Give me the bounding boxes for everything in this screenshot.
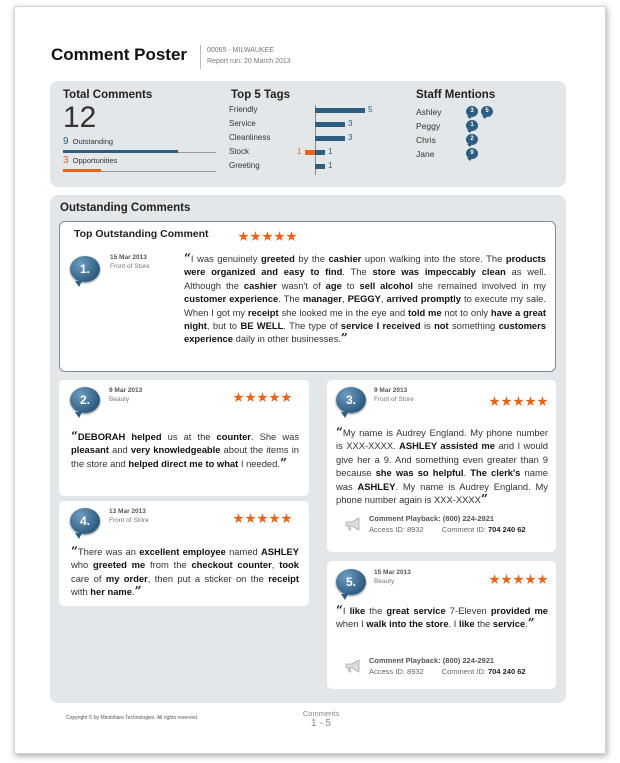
megaphone-icon [344, 659, 362, 673]
star-icon [537, 396, 548, 407]
open-quote-mark: “ [336, 425, 343, 439]
star-icon [233, 513, 244, 524]
comment-id-label: Comment ID: [441, 667, 486, 676]
tag-label: Cleanliness [229, 133, 271, 142]
comment-rating [233, 513, 293, 524]
comment-date: 13 Mar 2013 [109, 508, 146, 515]
comment-number-bubble: 3. [336, 387, 366, 413]
star-icon [513, 574, 524, 585]
opportunities-label: Opportunities [72, 156, 118, 165]
tag-positive-value: 5 [368, 105, 373, 114]
opportunities-count: 3 [63, 155, 69, 166]
top-tags-heading: Top 5 Tags [231, 89, 290, 101]
comment-date: 9 Mar 2013 [374, 387, 408, 394]
comment-rating [489, 396, 549, 407]
header-divider [200, 45, 201, 69]
footer-section: Comments [302, 709, 340, 718]
report-page [14, 6, 606, 754]
staff-row [416, 148, 556, 162]
star-icon [537, 574, 548, 585]
staff-row [416, 134, 556, 148]
tag-positive-value: 1 [328, 147, 333, 156]
comment-quote: “DEBORAH helped us at the counter. She was pleasant and very knowledgeable about the items in the store and helped direct me to what I needed.” [71, 429, 300, 470]
star-icon [262, 231, 273, 242]
outstanding-panel [50, 195, 566, 703]
page-title: Comment Poster [51, 45, 188, 64]
comment-number-bubble: 5. [336, 569, 366, 595]
tag-label: Friendly [229, 105, 258, 114]
comment-id: 704 240 62 [488, 525, 526, 534]
access-id-label: Access ID: [369, 525, 405, 534]
top-comment-card [59, 221, 556, 372]
opportunities-stat [63, 155, 117, 166]
tag-row [229, 161, 394, 173]
comment-quote: “I like the great service 7-Eleven provided me when I walk into the store. I like the service.” [336, 603, 549, 631]
header-meta [207, 45, 291, 67]
mention-count-bubble: 3 [466, 106, 478, 117]
outstanding-label: Outstanding [72, 137, 114, 146]
outstanding-bar [63, 150, 178, 153]
star-icon [274, 231, 285, 242]
star-icon [245, 392, 256, 403]
comment-number-bubble: 2. [70, 387, 100, 413]
comment-date: 15 Mar 2013 [374, 569, 411, 576]
tag-row [229, 147, 394, 159]
footer-copyright: Copyright © by Mindshare Technologies. All rights reserved. [66, 715, 199, 721]
footer-page-info [285, 709, 357, 729]
comment-category: Front of Store [109, 517, 149, 524]
outstanding-heading: Outstanding Comments [60, 202, 191, 214]
mention-count-bubble: 2 [466, 134, 478, 145]
comment-quote: “There was an excellent employee named ASHLEY who greeted me from the checkout counter, took care of my order, then put a sticker on the receipt with her name.” [71, 544, 300, 599]
close-quote-mark: ” [279, 455, 287, 470]
megaphone-icon [344, 517, 362, 531]
playback-number: Comment Playback: (800) 224-2921 [369, 656, 495, 665]
comment-number-bubble: 4. [70, 508, 100, 534]
star-icon [281, 392, 292, 403]
tag-label: Stock [229, 147, 250, 156]
star-icon [269, 513, 280, 524]
comment-category: Beauty [109, 396, 130, 403]
access-id: 8932 [406, 525, 424, 534]
comment-category: Front of Store [374, 396, 414, 403]
comment-quote: “My name is Audrey England. My phone number is XXX-XXXX. ASHLEY assisted me and I would give her a 9. And something even greater than 9 because she was so helpful. The clerk's name was ASHLEY. My name is Audrey England. My phone number again is XXX-XXXX” [336, 425, 548, 507]
tag-positive-bar [315, 122, 345, 127]
tag-positive-bar [315, 108, 365, 113]
star-icon [513, 396, 524, 407]
footer-range: 1 - 5 [310, 718, 331, 729]
tag-positive-bar [315, 164, 325, 169]
top-comment-title: Top Outstanding Comment [74, 228, 209, 240]
mention-count-bubble: 5 [481, 106, 493, 117]
comment-playback [369, 655, 526, 677]
comment-card [59, 380, 309, 496]
tag-row [229, 133, 394, 145]
tag-positive-value: 1 [328, 161, 333, 170]
comment-id: 704 240 62 [488, 667, 526, 676]
outstanding-count: 9 [63, 136, 69, 147]
open-quote-mark: “ [336, 603, 343, 617]
access-id-label: Access ID: [369, 667, 405, 676]
tag-negative-value: 1 [297, 147, 302, 156]
access-id: 8932 [406, 667, 424, 676]
star-icon [501, 396, 512, 407]
comment-rating [489, 574, 549, 585]
tag-label: Service [229, 119, 256, 128]
top-tags-chart [229, 105, 394, 175]
comment-date: 15 Mar 2013 [110, 254, 147, 261]
mention-count-bubble: 9 [466, 148, 478, 159]
tag-label: Greeting [229, 161, 260, 170]
open-quote-mark: “ [71, 544, 78, 558]
playback-number: Comment Playback: (800) 224-2921 [369, 514, 495, 523]
star-icon [250, 231, 261, 242]
tag-row [229, 119, 394, 131]
staff-name: Chris [416, 135, 436, 145]
total-comments-heading: Total Comments [63, 89, 153, 101]
star-icon [525, 574, 536, 585]
tag-row [229, 105, 394, 117]
report-run-date: Report run: 20 March 2013 [207, 58, 291, 65]
store-location: 00065 - MILWAUKEE [207, 47, 274, 54]
star-icon [489, 396, 500, 407]
star-icon [245, 513, 256, 524]
mention-count-bubble: 1 [466, 120, 478, 131]
star-icon [281, 513, 292, 524]
staff-name: Peggy [416, 121, 441, 131]
staff-name: Jane [416, 149, 435, 159]
comment-category: Front of Store [110, 263, 150, 270]
comment-rating [233, 392, 293, 403]
star-icon [489, 574, 500, 585]
close-quote-mark: ” [480, 492, 488, 507]
star-icon [286, 231, 297, 242]
staff-row [416, 106, 556, 120]
staff-row [416, 120, 556, 134]
close-quote-mark: ” [134, 584, 142, 599]
comment-date: 9 Mar 2013 [109, 387, 143, 394]
comment-card [327, 561, 556, 689]
open-quote-mark: “ [184, 251, 191, 265]
close-quote-mark: ” [340, 331, 348, 346]
star-icon [257, 513, 268, 524]
star-icon [501, 574, 512, 585]
tag-negative-bar [305, 150, 315, 155]
summary-panel [50, 81, 566, 187]
staff-name: Ashley [416, 107, 442, 117]
comment-id-label: Comment ID: [441, 525, 486, 534]
star-icon [269, 392, 280, 403]
tag-positive-bar [315, 150, 325, 155]
comment-card [59, 501, 309, 606]
star-icon [257, 392, 268, 403]
open-quote-mark: “ [71, 429, 78, 443]
comment-card [327, 380, 556, 552]
comment-playback [369, 513, 526, 535]
tag-positive-value: 3 [348, 119, 353, 128]
comment-number-bubble: 1. [70, 256, 100, 282]
staff-mentions-heading: Staff Mentions [416, 89, 496, 101]
comment-quote: “I was genuinely greeted by the cashier upon walking into the store. The products were organized and easy to find. The store was impeccably clean as well. Although the cashier wasn't of age to sell alcohol she remained involved in my customer experience. The manager, PEGGY, arrived promptly to execute my sale. When I got my receipt she looked me in the eye and told me not to only have a great night, but to BE WELL. The type of service I received is not something customers experience daily in other businesses.” [184, 251, 547, 346]
tag-positive-bar [315, 136, 345, 141]
top-comment-rating [238, 231, 298, 242]
total-comments-count: 12 [63, 101, 97, 134]
comment-category: Beauty [374, 578, 395, 585]
star-icon [238, 231, 249, 242]
outstanding-stat [63, 136, 113, 147]
star-icon [233, 392, 244, 403]
star-icon [525, 396, 536, 407]
close-quote-mark: ” [527, 616, 535, 631]
tag-positive-value: 3 [348, 133, 353, 142]
opportunities-bar [63, 169, 101, 172]
